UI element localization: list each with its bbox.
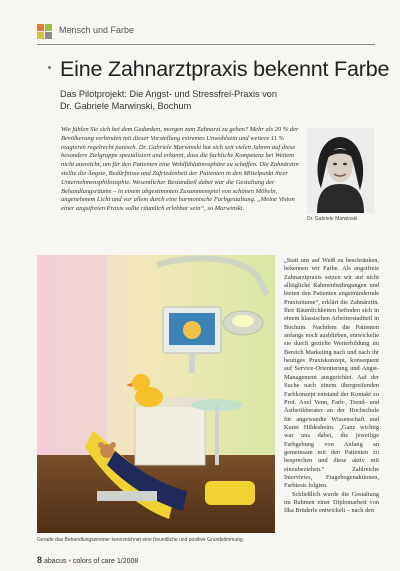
logo-square-green [45,24,52,31]
page-footer [37,555,138,565]
article-title: Eine Zahnarztpraxis bekennt Farbe [60,57,390,81]
treatment-room-photo [37,255,275,533]
photo-caption: Gerade das Behandlungszimmer kennzeichnet eine freundliche und positive Grundstimmung. [37,537,245,543]
treatment-room-image [37,255,275,533]
footer-separator-icon: • [68,558,71,565]
header-divider [37,44,375,45]
portrait-image [307,128,374,213]
issue-label: colors of care 1/2008 [72,558,139,565]
section-logo-icon [37,24,52,39]
portrait-caption: Dr. Gabriele Marwinski [307,216,358,222]
logo-square-orange [37,24,44,31]
author-portrait [307,128,374,213]
article-body [284,257,379,516]
magazine-name: abacus [43,558,67,565]
subtitle-line-1: Das Pilotprojekt: Die Angst- und Stressfrei-Praxis von [60,89,278,99]
article-subtitle [60,88,360,112]
logo-square-grey [45,32,52,39]
title-bullet-icon [48,66,51,69]
section-label: Mensch und Farbe [59,25,135,35]
article-intro [61,126,305,214]
intro-text: Wie fühlen Sie sich bei dem Gedanken, morgen zum Zahnarzt zu gehen? Mehr als 20 % der Bevölkerung verbinden mit dieser Vorstellung extremes Unwohlsein und weitere 11 % reagieren regelrecht panisch. Dr. Gabriele Marwinski hat sich seit vielen Jahren auf diese besondere Zielgruppe spezialisiert und erkannt, dass die fachliche Kompetenz bei Weitem nicht ausreicht, um für den Patienten eine Wohlfühlatmosphäre zu schaffen. Die Zahnärztin stellte die Ängste, Bedürfnisse und Zufriedenheit der Patienten in den Mittelpunkt ihrer Unternehmensphilosophie. Wesentlicher Bestandteil dabei war die Gestaltung der Behandlungsräume – in einem abgestimmten Zusammenspiel von schönen Möbeln, angenehmem Licht und vor allem durch eine harmonische Farbgestaltung. „Meine Vision einer angstfreien Praxis sollte räumlich erlebbar sein“, so Marwinski. [61,126,299,213]
body-paragraph-1: „Statt uns auf Weiß zu beschränken, bekennen wir Farbe. Als angstfreie Zahnarztpraxis setzen wir auf nicht alltägliche Rahmenbedingungen und bieten den Patienten angstmindernde Praxisräume“, erklärt die Zahnärztin. Ihre Räumlichkeiten befinden sich in einem klassischen Arbeiterstadtteil in Bochum. Nachdem die Patienten anfangs noch ausblieben, entwickelte sie durch gezielte Weiterbildung im Bereich Marketing nach und nach ihr heutiges Praxiskonzept, konsequent auf Service-Orientierung und Angst-Management ausgerichtet. Auf der Suche nach einem übergreifenden Farbkonzept entstand der Kontakt zu Prof. Axel Venn, Farb-, Trend- und Ästhetikberater an der Hochschule für angewandte Wissenschaft und Kunst Hildesheim. „Ganz wichtig war uns dabei, die jeweilige Farbgebung von Anfang an gemeinsam mit den Patienten zu besprechen und diese aktiv mit einzubeziehen.“ Zahlreiche Interviews, Fragebogenaktionen, Farbtests folgten. [284,257,379,490]
logo-square-yellow [37,32,44,39]
page-number: 8 [37,555,43,565]
body-paragraph-2: Schließlich wurde die Gestaltung im Rahmen einer Diplomarbeit von Ilka Brüderle entwickelt – nach den [284,490,379,515]
subtitle-line-2: Dr. Gabriele Marwinski, Bochum [60,101,192,111]
